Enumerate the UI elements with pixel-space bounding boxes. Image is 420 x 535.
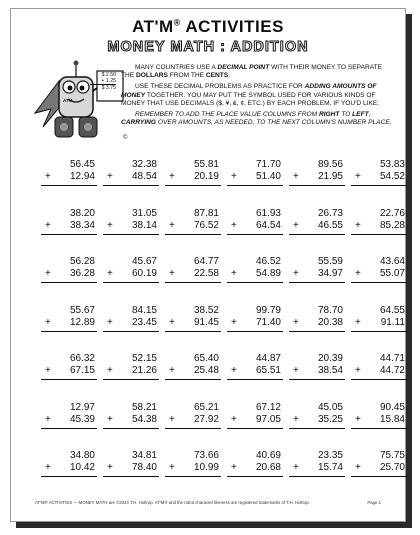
problem-row	[29, 304, 405, 355]
plus-sign: +	[107, 365, 113, 376]
card-line-2: + 1.25	[101, 78, 116, 84]
addend-bottom: 22.58	[193, 268, 219, 279]
addend-top: 53.83	[379, 159, 405, 170]
addition-problem	[101, 208, 157, 248]
plus-sign: +	[45, 316, 51, 328]
addend-bottom: 21.26	[131, 365, 157, 376]
addend-top: 64.55	[379, 304, 405, 316]
problem-row	[29, 401, 405, 452]
addend-bottom: 54.38	[131, 413, 157, 425]
addition-problem	[39, 305, 95, 345]
addend-top: 44.71	[379, 353, 405, 364]
copyright-mark: ©	[123, 135, 128, 141]
addend-bottom: 44.72	[379, 365, 405, 376]
addend-top: 64.77	[193, 256, 219, 267]
sum-line	[227, 185, 283, 186]
addition-problem	[101, 450, 157, 490]
addition-problem	[349, 256, 405, 296]
mascot-card	[90, 72, 116, 91]
plus-sign: +	[107, 268, 113, 279]
addend-bottom: 34.97	[317, 268, 343, 279]
sum-line	[103, 331, 159, 332]
sum-line	[289, 331, 345, 332]
card-line-1: $ 2.50	[101, 72, 116, 78]
addition-problem	[39, 256, 95, 296]
sum-line	[289, 282, 345, 283]
addition-problem	[287, 159, 343, 199]
footer-page-number: Page 1	[367, 500, 381, 505]
plus-sign: +	[293, 268, 299, 279]
addition-problem	[349, 353, 405, 393]
addend-top: 20.39	[317, 353, 343, 364]
addition-problem	[39, 450, 95, 490]
sum-line	[165, 428, 221, 429]
sum-line	[227, 331, 283, 332]
addend-bottom: 12.94	[69, 171, 95, 182]
footer-copyright: AT'M® ACTIVITIES — MONEY MATH are ©2024 T.H. Holtrop. AT'M® and the robot character likeness are registered trademarks of T.H. Holtrop.	[35, 500, 311, 505]
sum-line	[103, 428, 159, 429]
sum-line	[103, 379, 159, 380]
addend-top: 66.32	[69, 353, 95, 364]
sum-line	[103, 476, 159, 477]
sum-line	[289, 428, 345, 429]
sum-line	[351, 379, 407, 380]
addend-bottom: 38.54	[317, 365, 343, 376]
sum-line	[227, 282, 283, 283]
plus-sign: +	[355, 219, 361, 231]
addend-top: 67.12	[255, 401, 281, 413]
mascot-label: ATM	[63, 98, 73, 103]
instructions-p3: REMEMBER TO ADD THE PLACE VALUE COLUMNS FROM RIGHT TO LEFT, CARRYING OVER AMOUNTS, AS NEEDED, TO THE NEXT COLUMN'S NUMBER PLACE.	[121, 111, 392, 127]
addition-problem	[101, 256, 157, 296]
sum-line	[227, 234, 283, 235]
addition-problem	[287, 305, 343, 345]
sum-line	[41, 282, 97, 283]
plus-sign: +	[355, 462, 361, 473]
addition-problem	[349, 402, 405, 442]
sum-line	[165, 331, 221, 332]
plus-sign: +	[355, 316, 361, 328]
addition-problem	[39, 353, 95, 393]
sum-line	[351, 428, 407, 429]
registered-mark: ®	[173, 17, 181, 28]
addition-problem	[287, 256, 343, 296]
problem-row	[29, 256, 405, 306]
plus-sign: +	[231, 413, 237, 425]
addend-top: 56.28	[69, 256, 95, 267]
addition-problem	[287, 353, 343, 393]
plus-sign: +	[293, 365, 299, 376]
plus-sign: +	[293, 413, 299, 425]
addition-problem	[101, 159, 157, 199]
addend-bottom: 60.19	[131, 268, 157, 279]
addend-bottom: 27.92	[193, 413, 219, 425]
addend-top: 26.73	[317, 207, 343, 219]
sum-line	[41, 331, 97, 332]
addend-top: 32.38	[131, 159, 157, 170]
plus-sign: +	[169, 316, 175, 328]
addend-bottom: 38.14	[131, 219, 157, 231]
plus-sign: +	[231, 316, 237, 328]
addition-problem	[163, 450, 219, 490]
sum-line	[289, 476, 345, 477]
instructions	[121, 64, 395, 130]
addition-problem	[39, 159, 95, 199]
addition-problem	[163, 402, 219, 442]
addition-problem	[225, 208, 281, 248]
plus-sign: +	[231, 268, 237, 279]
addition-problem	[101, 402, 157, 442]
addend-bottom: 15.74	[317, 462, 343, 473]
sum-line	[165, 476, 221, 477]
addend-top: 75.75	[379, 450, 405, 461]
addend-top: 38.52	[193, 304, 219, 316]
sum-line	[165, 379, 221, 380]
problem-row	[29, 450, 405, 500]
addend-top: 71.70	[255, 159, 281, 170]
addition-problem	[163, 305, 219, 345]
addend-bottom: 65.51	[255, 365, 281, 376]
plus-sign: +	[107, 316, 113, 328]
addend-bottom: 25.48	[193, 365, 219, 376]
plus-sign: +	[293, 219, 299, 231]
plus-sign: +	[231, 462, 237, 473]
addend-top: 61.93	[255, 207, 281, 219]
addend-bottom: 20.68	[255, 462, 281, 473]
sum-line	[165, 185, 221, 186]
addend-bottom: 71.40	[255, 316, 281, 328]
addend-top: 52.15	[131, 353, 157, 364]
addition-problem	[101, 305, 157, 345]
sum-line	[165, 234, 221, 235]
addend-bottom: 45.39	[69, 413, 95, 425]
plus-sign: +	[231, 219, 237, 231]
addend-bottom: 55.07	[379, 268, 405, 279]
plus-sign: +	[107, 413, 113, 425]
robot-mascot-icon	[29, 51, 128, 145]
card-line-3: $ 3.75	[90, 84, 116, 91]
plus-sign: +	[107, 219, 113, 231]
plus-sign: +	[45, 268, 51, 279]
addend-bottom: 21.95	[317, 171, 343, 182]
sum-line	[351, 234, 407, 235]
addend-bottom: 12.89	[69, 316, 95, 328]
addend-bottom: 67.15	[69, 365, 95, 376]
plus-sign: +	[169, 219, 175, 231]
problem-row	[29, 159, 405, 209]
addition-problem	[349, 159, 405, 199]
addend-top: 65.40	[193, 353, 219, 364]
sum-line	[227, 476, 283, 477]
addend-bottom: 10.42	[69, 462, 95, 473]
addition-problem	[287, 402, 343, 442]
sum-line	[103, 282, 159, 283]
addition-problem	[101, 353, 157, 393]
addend-top: 40.69	[255, 450, 281, 461]
addend-top: 56.45	[69, 159, 95, 170]
plus-sign: +	[293, 462, 299, 473]
sum-line	[227, 428, 283, 429]
addend-top: 87.81	[193, 207, 219, 219]
sum-line	[289, 234, 345, 235]
sum-line	[351, 331, 407, 332]
addend-bottom: 85.28	[379, 219, 405, 231]
addition-problem	[349, 208, 405, 248]
sum-line	[289, 379, 345, 380]
addend-bottom: 35.25	[317, 413, 343, 425]
sum-line	[289, 185, 345, 186]
addend-top: 55.67	[69, 304, 95, 316]
problem-row	[29, 353, 405, 403]
addend-bottom: 36.28	[69, 268, 95, 279]
sum-line	[41, 379, 97, 380]
addend-top: 34.80	[69, 450, 95, 461]
plus-sign: +	[231, 365, 237, 376]
addend-bottom: 78.40	[131, 462, 157, 473]
addend-top: 45.67	[131, 256, 157, 267]
instructions-p1: MANY COUNTRIES USE A DECIMAL POINT WITH THEIR MONEY TO SEPARATE THE DOLLARS FROM THE CENTS.	[121, 64, 383, 80]
addend-bottom: 64.54	[255, 219, 281, 231]
plus-sign: +	[45, 171, 51, 182]
plus-sign: +	[231, 171, 237, 182]
addition-problem	[39, 208, 95, 248]
plus-sign: +	[169, 413, 175, 425]
plus-sign: +	[169, 171, 175, 182]
addend-top: 34.81	[131, 450, 157, 461]
addition-problem	[163, 208, 219, 248]
addend-bottom: 20.19	[193, 171, 219, 182]
addend-top: 31.05	[131, 207, 157, 219]
plus-sign: +	[45, 462, 51, 473]
addend-top: 46.52	[255, 256, 281, 267]
worksheet-page	[10, 8, 406, 522]
sum-line	[103, 234, 159, 235]
addend-top: 73.66	[193, 450, 219, 461]
addend-top: 84.15	[131, 304, 157, 316]
sum-line	[227, 379, 283, 380]
addend-top: 38.20	[69, 207, 95, 219]
sum-line	[351, 282, 407, 283]
plus-sign: +	[169, 462, 175, 473]
addition-problem	[225, 353, 281, 393]
plus-sign: +	[293, 316, 299, 328]
addend-bottom: 15.84	[379, 413, 405, 425]
plus-sign: +	[355, 268, 361, 279]
addend-top: 78.70	[317, 304, 343, 316]
addition-problem	[225, 256, 281, 296]
addend-bottom: 23.45	[131, 316, 157, 328]
addend-top: 90.45	[379, 401, 405, 413]
plus-sign: +	[107, 462, 113, 473]
addition-problem	[225, 450, 281, 490]
addend-bottom: 10.99	[193, 462, 219, 473]
title-rest: ACTIVITIES	[185, 17, 284, 36]
addition-problem	[163, 353, 219, 393]
addend-top: 58.21	[131, 401, 157, 413]
addition-problem	[287, 450, 343, 490]
addition-problem	[349, 305, 405, 345]
addend-top: 23.35	[317, 450, 343, 461]
addend-top: 89.56	[317, 159, 343, 170]
sum-line	[103, 185, 159, 186]
addend-bottom: 48.54	[131, 171, 157, 182]
sum-line	[41, 234, 97, 235]
addition-problem	[39, 402, 95, 442]
addition-problem	[163, 159, 219, 199]
addend-top: 22.76	[379, 207, 405, 219]
page-title	[11, 17, 405, 37]
plus-sign: +	[45, 219, 51, 231]
title-brand: AT'M	[132, 17, 174, 36]
instructions-p2: USE THESE DECIMAL PROBLEMS AS PRACTICE FOR ADDING AMOUNTS OF MONEY TOGETHER. YOU MAY PUT THE SYMBOL USED FOR VARIOUS KINDS OF MONEY THAT USE DECIMALS ($, ¥, ₤, ¢, ETC.) BY EACH PROBLEM, IF YOU'D LIKE.	[121, 83, 380, 107]
sum-line	[351, 185, 407, 186]
plus-sign: +	[293, 171, 299, 182]
addend-top: 43.64	[379, 256, 405, 267]
addition-problem	[287, 208, 343, 248]
plus-sign: +	[169, 268, 175, 279]
addend-bottom: 97.05	[255, 413, 281, 425]
addition-problem	[225, 402, 281, 442]
addend-bottom: 20.38	[317, 316, 343, 328]
addend-bottom: 25.70	[379, 462, 405, 473]
addend-bottom: 54.52	[379, 171, 405, 182]
addend-top: 44.87	[255, 353, 281, 364]
sum-line	[41, 185, 97, 186]
addition-problem	[225, 305, 281, 345]
addend-top: 55.59	[317, 256, 343, 267]
addition-problem	[163, 256, 219, 296]
plus-sign: +	[355, 365, 361, 376]
plus-sign: +	[45, 365, 51, 376]
addend-bottom: 91.45	[193, 316, 219, 328]
plus-sign: +	[169, 365, 175, 376]
plus-sign: +	[355, 413, 361, 425]
addend-bottom: 46.55	[317, 219, 343, 231]
addend-bottom: 76.52	[193, 219, 219, 231]
addend-bottom: 51.40	[255, 171, 281, 182]
addend-top: 99.79	[255, 304, 281, 316]
plus-sign: +	[45, 413, 51, 425]
addend-bottom: 38.34	[69, 219, 95, 231]
addition-problem	[349, 450, 405, 490]
plus-sign: +	[355, 171, 361, 182]
addend-top: 12.97	[69, 401, 95, 413]
addend-bottom: 54.89	[255, 268, 281, 279]
addition-problem	[225, 159, 281, 199]
sum-line	[351, 476, 407, 477]
sum-line	[41, 476, 97, 477]
addend-top: 65.21	[193, 401, 219, 413]
page-subtitle: MONEY MATH : ADDITION	[107, 39, 309, 55]
problem-row	[29, 207, 405, 258]
sum-line	[165, 282, 221, 283]
addend-top: 55.81	[193, 159, 219, 170]
addend-bottom: 91.11	[380, 316, 405, 328]
plus-sign: +	[107, 171, 113, 182]
sum-line	[41, 428, 97, 429]
addend-top: 45.05	[317, 401, 343, 413]
